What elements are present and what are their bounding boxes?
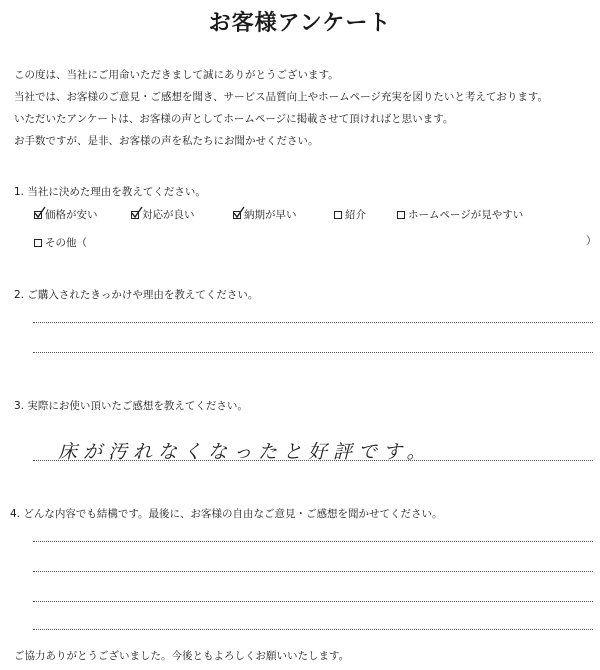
answer-line	[33, 541, 593, 542]
intro-line-1: この度は、当社にご用命いただきまして誠にありがとうございます。	[14, 69, 339, 81]
option-website-checkbox[interactable]	[397, 207, 523, 222]
answer-line	[33, 571, 593, 572]
answer-line	[33, 352, 593, 353]
other-close-paren: ）	[586, 235, 597, 247]
option-other-checkbox[interactable]	[34, 235, 87, 250]
intro-line-2: 当社では、お客様のご意見・ご感想を聞き、サービス品質向上やホームページ充実を図りたいと考えております。	[14, 91, 549, 103]
answer-line	[33, 322, 593, 323]
option-delivery-checkbox[interactable]	[233, 207, 297, 222]
question-3-label: 3. 実際にお使い頂いたご感想を教えてください。	[14, 400, 248, 412]
option-label: 対応が良い	[142, 209, 195, 221]
option-label: 紹介	[345, 209, 366, 221]
checkbox[interactable]	[334, 211, 342, 219]
question-1-label: 1. 当社に決めた理由を教えてください。	[14, 186, 206, 198]
option-service-checkbox[interactable]	[131, 207, 195, 222]
closing-message: ご協力ありがとうございました。今後ともよろしくお願いいたします。	[14, 650, 350, 662]
check-mark-icon	[232, 206, 246, 220]
answer-line	[33, 460, 593, 461]
checkbox[interactable]	[34, 239, 42, 247]
survey-title: お客様アンケート	[208, 11, 392, 36]
intro-line-3: いただいたアンケートは、お客様の声としてホームページに掲載させて頂ければと思います。	[14, 113, 454, 125]
question-4-label: 4. どんな内容でも結構です。最後に、お客様の自由なご意見・ご感想を聞かせてください。	[10, 508, 443, 520]
option-label: 価格が安い	[45, 209, 98, 221]
checkbox[interactable]	[233, 211, 241, 219]
option-referral-checkbox[interactable]	[334, 207, 366, 222]
checkbox[interactable]	[131, 211, 139, 219]
handwritten-answer: 床が汚れなくなったと好評です。	[58, 441, 432, 463]
option-label: その他（	[45, 237, 87, 249]
check-mark-icon	[33, 206, 47, 220]
intro-line-4: お手数ですが、是非、お客様の声を私たちにお聞かせください。	[14, 135, 319, 147]
option-label: 納期が早い	[244, 209, 297, 221]
checkbox[interactable]	[34, 211, 42, 219]
checkbox[interactable]	[397, 211, 405, 219]
option-price-checkbox[interactable]	[34, 207, 98, 222]
answer-line	[33, 629, 593, 630]
check-mark-icon	[130, 206, 144, 220]
question-2-label: 2. ご購入されたきっかけや理由を教えてください。	[14, 289, 259, 301]
option-label: ホームページが見やすい	[408, 209, 524, 221]
answer-line	[33, 601, 593, 602]
